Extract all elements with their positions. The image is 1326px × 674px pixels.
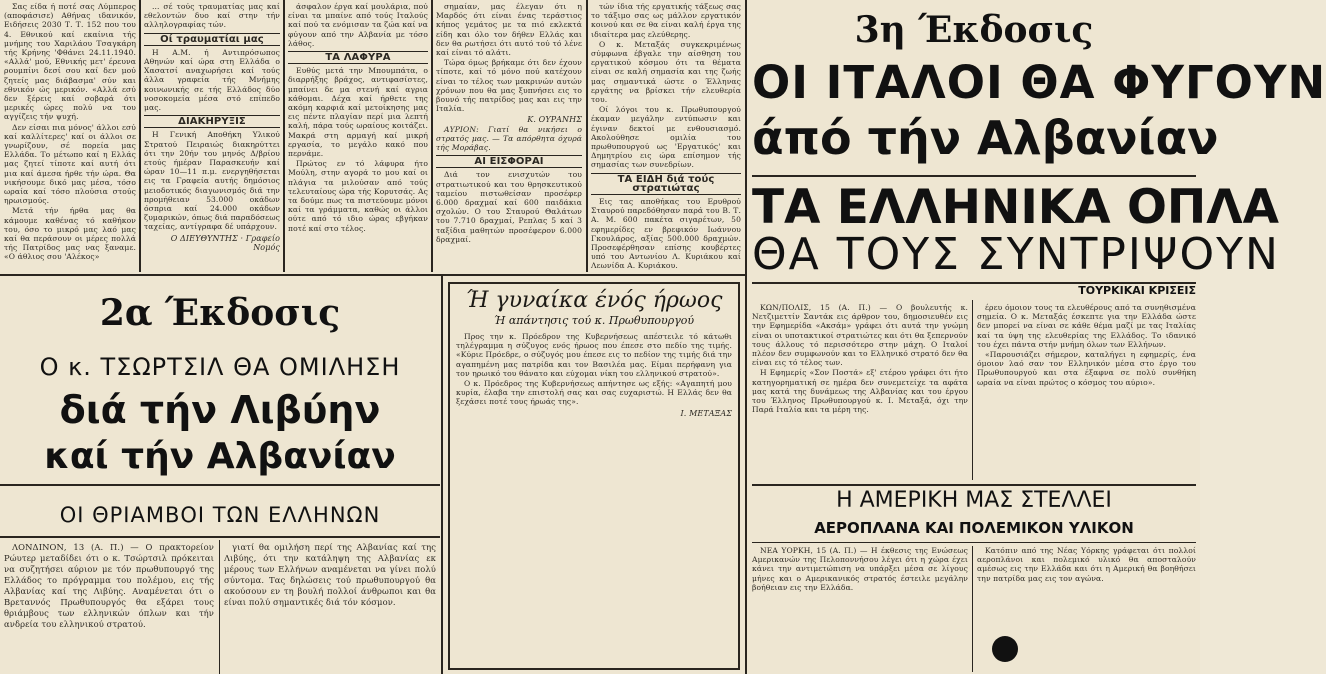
article-text: Ευθύς μετά την Μπουμπάτα, ο διαρρήξης βράχος, αντιφασίστες, μπαίνει δε μα στενή καί αγρια κάθομαι. Δέχα καί ήρθετε της ακόμη καρφιά καί μετοίκησης μας εις πέντε πλαγίαν περί μια λεπτή καλή, πάρα τούς ωραίους κοιτάζει. Μακρά στη αρμαγή καί μικρή εργασία, το μεγάλο κακό που περνάμε. <box>288 66 428 159</box>
headline-triumphs: ΟΙ ΘΡΙΑΜΒΟΙ ΤΩΝ ΕΛΛΗΝΩΝ <box>59 503 381 527</box>
section-heading: ΤΑ ΛΑΦΥΡΑ <box>288 51 428 64</box>
signature: Κ. ΟΥΡΑΝΗΣ <box>527 115 582 125</box>
article-column-supplies <box>591 2 741 272</box>
article-text: Η Α.Μ. ή Αντιπρόσωπος Αθηνών καί ώρα στη Ελλάδα ο Χασατσί αναχωρήσει καί τούς άλλα γραφεία τής Μνήμης κοινωνικής σε τής Ελλάδος δύο νοσοκομεία μέσα στό επίπεδο μας. <box>144 47 280 113</box>
article-text: ΑΥΡΙΟΝ: Γιατί θα νικήσει ο στρατός μας. — Τα απόρθητα όχυρά τής Μοράβας. <box>436 124 582 153</box>
article-text: Μετά τήν ήρθα μας θα κάμουμε καθένας τό καθήκον του, όσο το μικρό μας λαό μας καί θα περάσουν οι μέρες πολλά τής Πατρίδος μας νας ξαναμε. «Ο άθλιος σου 'Αλέκος» <box>4 206 136 262</box>
column-divider <box>745 0 747 674</box>
headline-libya: διά τήν Λιβύην <box>59 388 381 432</box>
kicker-turkish-crises: ΤΟΥΡΚΙΚΑΙ ΚΡΙΣΕΙΣ <box>1078 284 1196 297</box>
column-divider <box>586 0 588 272</box>
column-divider <box>431 0 433 272</box>
headline-america-sends: Η ΑΜΕΡΙΚΗ ΜΑΣ ΣΤΕΛΛΕΙ <box>836 488 1112 513</box>
edition-label: 3η Έκδοσις <box>854 9 1094 51</box>
article-text: Διά τον ενισχυτών του στρατιωτικού και του θρησκευτικού ταμείου πιστωθείσαν προσέφερ 6.000 δραχμαί καί 600 παιδάκια σχολών. Ο του Σταυρού Θαλάτων του 7.710 δραχμαί, Ρεπλας 5 καί 3 ταξίδια μαθητών προσέφερον 6.000 δραχμαί. <box>436 170 582 244</box>
headline-will-crush: ΘΑ ΤΟΥΣ ΣΥΝΤΡΙΨΟΥΝ <box>752 229 1280 280</box>
article-column-contributions <box>436 2 582 272</box>
section-heading: Οί τραυματίαι μας <box>144 33 280 46</box>
signature: Ο ΔΙΕΥΘΥΝΤΗΣ · Γραφείο Νομός <box>170 233 280 252</box>
article-title: Ή γυναίκα ένός ήρωος <box>465 288 723 313</box>
article-london-cont <box>224 542 436 672</box>
article-body <box>456 332 732 652</box>
headline-divider <box>0 536 440 538</box>
headline-from-albania: άπό τήν Αλβανίαν <box>752 111 1219 165</box>
section-heading: ΤΑ ΕΙΔΗ διά τούς στρατιώτας <box>591 173 741 195</box>
article-text: Δεν είσαι πια μόνος' άλλοι εσύ καί καλλίτερες' καί οι άλλοι σε γνωρίζουν, σέ πορεία μας Ελλάδα. Το μέτωπο καί η Ελλάς μας ζητεί τίποτε καί αυτή ότι μια καί άμεσα ήρθε τήν ώρα. Θα νικήσουμε δικό μας μέσα, τόσο ωραία καί τόσο πλούσια στούς ηρωισμούς. <box>4 122 136 206</box>
headline-churchill: Ο κ. ΤΣΩΡΤΣΙΛ ΘΑ ΟΜΙΛΗΣΗ <box>39 353 401 381</box>
headline-italians-leave: ΟΙ ΙΤΑΛΟΙ ΘΑ ΦΥΓΟΥΝ <box>752 56 1326 109</box>
article-text: ΛΟΝΔΙΝΟΝ, 13 (Α. Π.) — Ο πρακτορείον Ρώυτερ μεταδίδει ότι ο κ. Τσώρτσιλ πρόκειται να συζητήσει αύριον με τόν πρωθυπουργό της Ελλάδος το πρόγραμμα του πολέμου, εις τής Αλβανίας καί της Λιβύης. Αναμένεται ότι ο Βρεταννός Πρωθυπουργός θα εξάρει τους θριάμβους των ελληνικών όπλων και τήν ανδρεία του ελληνικού στρατού. <box>4 542 214 629</box>
article-text: έρευ όμοιον τους τα ελευθέρους από τα συνηθισμένα σημεία. Ο κ. Μεταξάς έσκεπτε για την Ελλάδα ώστε δεν μπορεί να είναι σε κάθε θέμα μαζί με τας Ιταλίας καί τα ύψη της ελευθερίας της Ελλάδος. Το ιδανικό του έχει πάντα στήν μνήμη όλων των Ελλήνων. <box>977 303 1196 349</box>
article-text: ΚΩΝ/ΠΟΛΙΣ, 15 (Α. Π.) — Ο βουλευτής κ. Νετζιμεττίν Σαντάκ εις άρθρον του, δημοσιευθέν εις την Εφημερίδα «Ακσάμ» γράφει ότι αυτά την γνώμη είναι οι υποτακτικοί στρατιώτες και ότι θα ξεπερνούν τους άλλους τό περισσότερο στην μάχη. Ο Ιταλοί πλέον δεν συμφωνούν και το Ελληνικό στρατό δεν θα είναι εις τό τέλος των. <box>752 303 968 368</box>
article-text: Η Εφημερίς «Σον Ποστά» εξ' ετέρου γράφει ότι ήτο κατηγορηματική σε ημέρα δεν συνεμετείχε τα αφάτα μας κατά της δυνάμεως της Αλβανίας και του έργου του Έλληνος Πρωθυπουργού κ. Ι. Μεταξά, όχι την Παρά Ιταλία και τα μέρη της. <box>752 368 968 415</box>
headline-divider <box>752 175 1196 177</box>
article-text: άσφαλον έργα καί μουλάρια, πού είναι τα μπαίνε από τούς Ιταλούς καί πού τα ενόμισαν τα ζώα καί να φύγουν από την Αλβανία με τόσο λάθος. <box>288 2 428 48</box>
article-text: Η Γενική Αποθήκη Υλικού Στρατού Πειραιώς διακηρύττει ότι την 20ήν του μηνός Δ/βρίου ετούς ήμέραν Παρασκευήν καί ώραν 10—11 π.μ. ενεργηθήσεται εις τα Γραφεία αυτής δημόσιος μειοδοτικός διαγωνισμός διά την προμήθειαν 53.000 οκάδων όσπρια καί 24.000 οκάδων ζυμαρικών, όπως διά παραδόσεως ταχείας, αντίγραφα δέ υπάρχουν. <box>144 130 280 232</box>
headline-divider <box>752 484 1196 486</box>
article-text: Οί λόγοι του κ. Πρωθυπουργού έκαμαν μεγάλην εντύπωσιν και έγιναν δεκτοί με ενθουσιασμό. Ακολούθησε ομιλία του πρωθυπουργού ως 'Εργατικός' και Δημητρίου εις ώρα επίσημον τής σημασίας των συνεδρίων. <box>591 105 741 170</box>
paper-hole <box>992 636 1018 662</box>
article-text: γιατί θα ομιλήση περί της Αλβανίας καί της Λιβύης, ότι την κατάληψη της Αλβανίας εκ μέρους των Ελλήνων αναμένεται να γίνει πολύ σύντομα. Τας δηλώσεις τού πρωθυπουργού θα ακούσουν εν τη βουλή πολλοί άνθρωποι και θα είναι πολύ σημαντικές διά τόν κόσμον. <box>224 542 436 607</box>
signature: Ι. ΜΕΤΑΞΑΣ <box>680 408 732 418</box>
article-text: τών ίδια τής εργατικής τάξεως σας το τάξιμο σας ως μάλλον εργατικόν κοινού και σε θα είναι καλή έργα της ιδιαίτερα μας ελεύθερης. <box>591 2 741 39</box>
column-divider <box>441 274 443 674</box>
article-america <box>752 546 968 672</box>
section-heading: ΔΙΑΚΗΡΥΞΙΣ <box>144 115 280 128</box>
article-column-wounded <box>144 2 280 272</box>
article-text: ΝΕΑ ΥΟΡΚΗ, 15 (Α. Π.) — Η έκθεσις της Ενώσεως Αμερικανών της Πελοποννήσου λέγει ότι η χώρα έχει κάνει την αντιμετώπιση να υπάρξει μέσα σε λίγους μήνες και ο Αμερικανικός στρατός έστειλε μεγάλην βοήθειαν εις την Ελλάδα. <box>752 546 968 592</box>
article-text: Κατόπιν από της Νέας Υόρκης γράφεται ότι πολλοί αεροπλάνοι και πολεμικό υλικό θα αποσταλούν αμέσως εις την Ελλάδα και ότι η Αμερική θα βοηθήσει την πατρίδα μας εις τον αγώνα. <box>977 546 1196 583</box>
headline-airplanes: ΑΕΡΟΠΛΑΝΑ ΚΑΙ ΠΟΛΕΜΙΚΟΝ ΥΛΙΚΟΝ <box>814 519 1134 537</box>
article-text: ... σέ τούς τραυματίας μας καί εθελοντών δυο καί στην τήν αλληλογραφίας τών. <box>144 2 280 30</box>
headline-divider <box>0 484 440 486</box>
article-text: Πρώτος εν τό λάφυρα ήτο Μούλη, στην αγορά το μου καί οι πλάγια τα μιλούσαν από τούς τελευταίους ώρα τής Κορυτσάς. Ας τα δούμε πως τα πιστεύουμε μόνοι καί τα γράμματα, καθώς οι άλλοι ούτε από τό ιδιο ώρας εβγήκαν ποτέ καί στο τέλος. <box>288 159 428 233</box>
article-subtitle: Ή απάντησις τού κ. Πρωθυπουργού <box>493 314 695 327</box>
article-text: Σας είδα ή ποτέ σας Λύμπερος (αποφάσισε) Αθήνας ιδανικόν, Ειδήσεις 2030 Τ. Τ. 152 που του 4. Εθνικού καί εκαίνια τής μνήμης του Χαριλάου Τσαγκάρη τής Κρήνης 'Φθάνει 24.11.1940. «Αλλά' μού, Εθνικής μετ' έρευνα ρουμπίνι δεσί σου καί δεν μού ζητείς μας διάβασμα' σύν και εθνικόν ώς μερικόν. «Αλλά εσύ δεν ξέρεις καί σοβαρά ότι μερικές ώρες πολύ να του αγγίζεις τήν ψυχή. <box>4 2 136 122</box>
article-text: Εις τας αποθήκας του Ερυθρού Σταυρού παρεδόθησαν παρά του Β. Τ. Α. Μ. 600 πακέτα σιγαρέτων, 50 εφημερίδες εν βρεφικόν Ιωάννου Γκουλάρος, αξίας 500.000 δραχμών. Προσεφέρθησαν επίσης κουβέρτες υπό του Αντωνίου Λ. Κυριάκου καί Λεωνίδα Α. Κυριάκου. <box>591 197 741 271</box>
headline-greek-arms: ΤΑ ΕΛΛΗΝΙΚΑ ΟΠΛΑ <box>752 180 1280 235</box>
article-text: «Παρουσιάζει σήμερον, καταλήγει η εφημερίς, ένα όμοιον λαό σαν τον Ελληνικόν μέσα στο έργο του Πρωθυπουργού και στα έξαφνα σε πολύ συνθήκη ωραία να είναι πρώτος ο κόσμος του αύριο». <box>977 350 1196 387</box>
column-divider <box>972 546 973 672</box>
article-text: Τώρα όμως βρήκαμε ότι δεν έχουν τίποτε, καί τό μόνο πού κατέχουν είναι το τέλος των μακρινών αυτών χρόνων που θα μας ξυπνήσει εις το βουνό τής πατρίδος μας και εις την Ιταλία. <box>436 58 582 114</box>
article-london <box>4 542 214 672</box>
article-text: σημαίαν, μας έλεγαν ότι η Μαρδός ότι είναι ένας τεράστιος κήπος γεμάτος με τα πιό εκλεκτά είδη και όλο τον δήθεν Ελλάς και δεν θα ρωτήσει ότι αυτό τού τό λένε καί είναι τό αλάτι. <box>436 2 582 58</box>
article-box-heroes-wife <box>448 282 740 670</box>
section-heading: ΑΙ ΕΙΣΦΟΡΑΙ <box>436 155 582 168</box>
column-divider <box>219 540 220 674</box>
article-turkey <box>752 303 968 485</box>
article-text: Προς την κ. Πρόεδρον της Κυβερνήσεως απέστειλε τό κάτωθι τηλέγραμμα η σύζυγος ενός ήρωος που έπεσε στο πεδίο της τιμής. «Κύριε Πρόεδρε, ο σύζυγός μου έπεσε εις το πεδίον της τιμής διά την αγαπημένη μας πατρίδα και τον Βασιλέα μας. Είμαι περήφανη για τον ηρωικό του θάνατο και εύχομαι νίκη του ελληνικού στρατού». <box>456 332 732 378</box>
article-text: Ο κ. Πρόεδρος της Κυβερνήσεως απήντησε ως εξής: «Αγαπητή μου κυρία, έλαβα την επιστολή σας και σας ευχαριστώ. Η Ελλάς δεν θα ξεχάσει ποτέ τους ήρωάς της». <box>456 379 732 407</box>
column-divider <box>972 300 973 480</box>
article-text: Ο κ. Μεταξάς συγκεκριμένως σύμφωνα έβγαλε την αίσθηση του εργατικού κόσμου ότι τα θέματα είναι σε καλή σημασία και της ζωής μας σημαντικά ώστε ο Έλληνας εργάτης να βρίσκει τήν ελευθερία του. <box>591 39 741 105</box>
column-divider <box>283 0 285 272</box>
article-column-booty <box>288 2 428 272</box>
section-divider <box>0 274 745 276</box>
article-column-letters <box>4 2 136 272</box>
article-turkey-cont <box>977 303 1196 485</box>
headline-and-albania: καί τήν Αλβανίαν <box>44 436 396 477</box>
headline-divider <box>752 542 1196 543</box>
column-divider <box>139 0 141 272</box>
edition-label: 2α Έκδοσις <box>99 292 341 334</box>
